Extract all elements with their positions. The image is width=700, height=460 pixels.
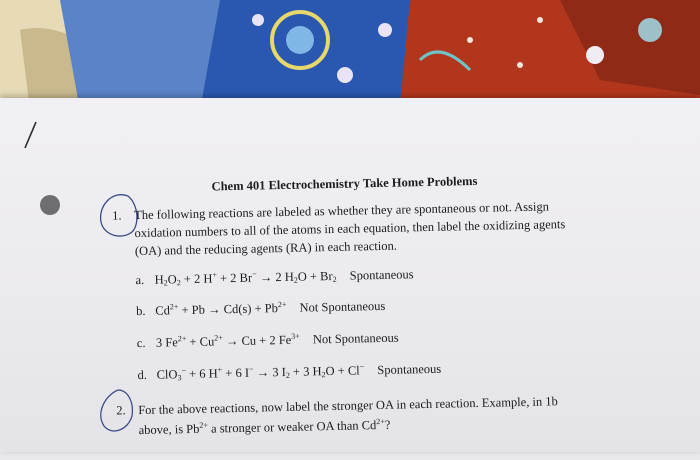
question-number: 2. [116,403,126,418]
question-number: 1. [112,208,122,223]
q2-text-1: For the above reactions, now label the stronger OA in each reaction. Example, in 1b [138,394,558,418]
q1-line-2: oxidation numbers to all of the atoms in each equation, then label the oxidizing agents [134,217,566,241]
q2-text-2c: ? [384,417,391,432]
reaction-c [137,331,399,350]
reaction-letter: d. [137,367,148,383]
q2-text-2b: a stronger or weaker OA than Cd [207,418,377,436]
reaction-d [137,362,441,382]
spontaneity-label: Spontaneous [377,361,442,378]
spontaneity-label: Not Spontaneous [299,298,386,315]
q1-text-1: The following reactions are labeled as whether they are spontaneous or not. Assign [134,199,550,223]
q1-line-3: (OA) and the reducing agents (RA) in each reaction. [134,238,398,259]
reaction-equation: ClO$_3$− + 6 H+ + 6 I− → 3 $I_2 + 3$ $H_2O + Cl^-$ [156,362,365,383]
reaction-b [136,299,385,318]
q2-charge-pb: 2+ [199,420,208,430]
q2-text-2a: above, is Pb [138,421,200,438]
spontaneity-label: Spontaneous [349,267,414,283]
q2-line-1 [116,394,558,417]
q2-charge-cd: 2+ [376,416,385,427]
reaction-equation: $Cd^{2+} + Pb \to Cd(s) + Pb^{2+}$ [155,299,287,318]
spontaneity-label: Not Spontaneous [312,330,399,347]
page-title: Chem 401 Electrochemistry Take Home Problems [211,173,478,194]
reaction-letter: a. [135,272,145,288]
reaction-equation: $H_2O_2 + 2$ H+ + 2 Br− → 2 $H_2O + Br_2$ [154,268,337,288]
reaction-equation: 3 $Fe^{2+} + Cu^{2+} \to Cu + 2$ $Fe^{3+}$ [155,331,300,350]
reaction-letter: b. [136,303,146,319]
reaction-letter: c. [136,335,146,351]
reaction-a [135,267,413,287]
q2-line-2 [139,418,391,437]
